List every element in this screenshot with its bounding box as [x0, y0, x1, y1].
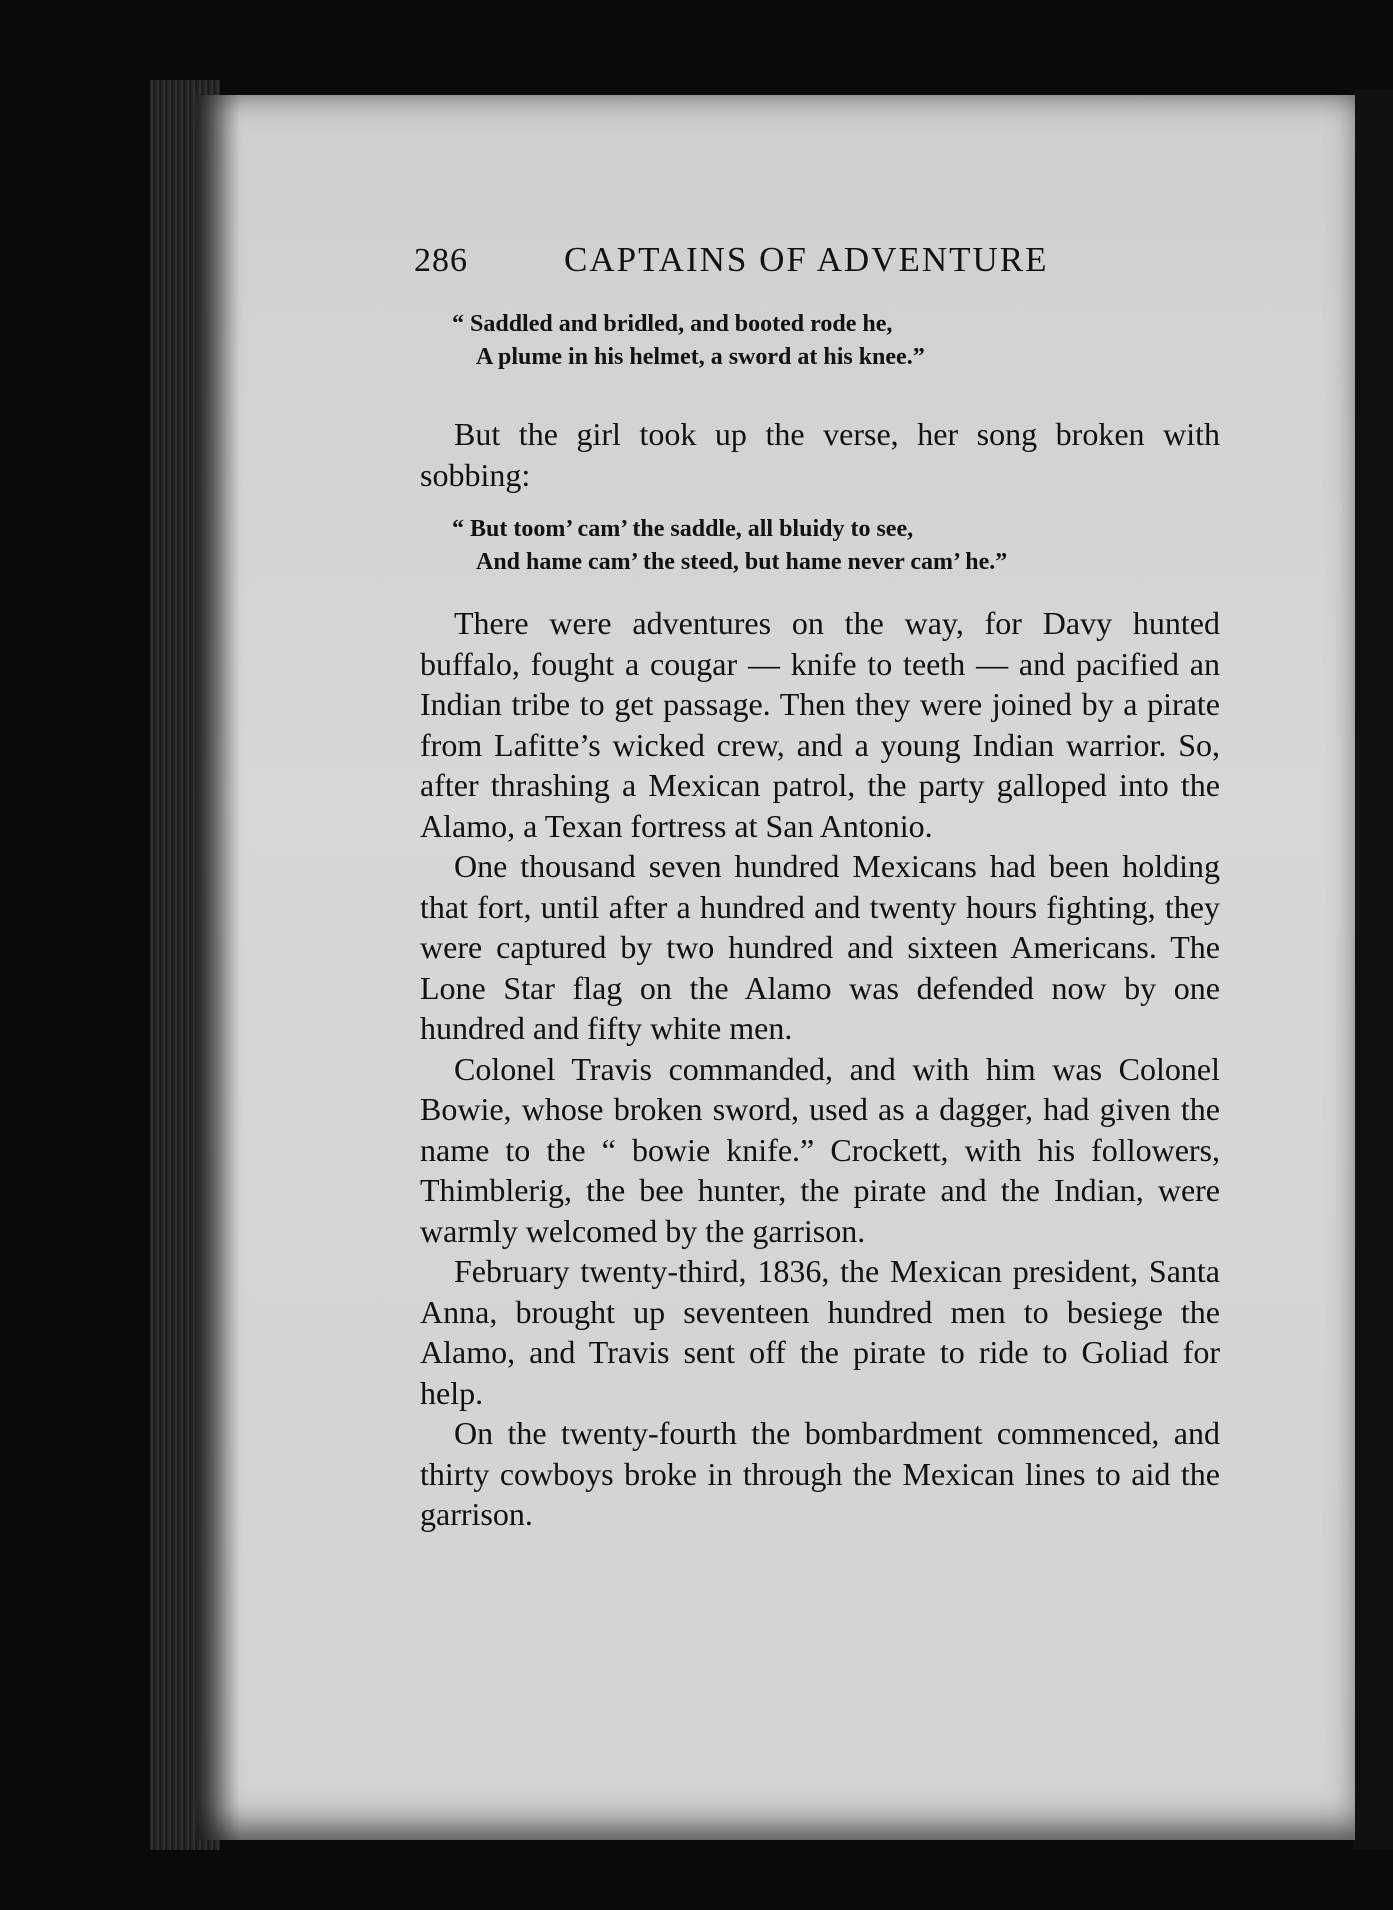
running-head: [414, 240, 1220, 300]
running-head-title: CAPTAINS OF ADVENTURE: [564, 240, 1049, 279]
paragraph: Colonel Travis commanded, and with him was Colonel Bowie, whose broken sword, used as a dagger, had given the name to the “ bowie knife.” Crockett, with his followers, Thimblerig, the bee hunter, the pirate and the Indian, were warmly welcomed by the garrison.: [420, 1050, 1220, 1249]
paragraph: There were adventures on the way, for Davy hunted buffalo, fought a cougar — knife to teeth — and pacified an Indian tribe to get passage. Then they were joined by a pirate from Lafitte’s wicked crew, and a young Indian warrior. So, after thrashing a Mexican patrol, the party galloped into the Alamo, a Texan fortress at San Antonio.: [420, 605, 1220, 844]
binding-shadow: [195, 95, 240, 1840]
verse-quote-one: [420, 308, 1220, 374]
paragraph: One thousand seven hundred Mexicans had been holding that fort, until after a hundred and twenty hours fighting, they were captured by two hundred and sixteen Americans. The Lone Star flag on the Alamo was defended now by one hundred and fifty white men.: [420, 848, 1220, 1046]
book-edge-right: [1353, 90, 1393, 1850]
verse-line: “ But toom’ cam’ the saddle, all bluidy to see,: [452, 516, 914, 542]
page-text-block: [414, 240, 1220, 1535]
verse-line: A plume in his helmet, a sword at his knee.”: [476, 344, 925, 370]
paragraph-intro: But the girl took up the verse, her song broken with sobbing:: [420, 416, 1220, 493]
paragraph: February twenty-third, 1836, the Mexican president, Santa Anna, brought up seventeen hundred men to besiege the Alamo, and Travis sent off the pirate to ride to Goliad for help.: [420, 1253, 1220, 1411]
verse-quote-two: [420, 513, 1220, 579]
page-number: 286: [414, 242, 468, 279]
paragraph: On the twenty-fourth the bombardment commenced, and thirty cowboys broke in through the Mexican lines to aid the garrison.: [420, 1415, 1220, 1532]
verse-line: “ Saddled and bridled, and booted rode he,: [452, 311, 893, 337]
verse-line: And hame cam’ the steed, but hame never cam’ he.”: [476, 549, 1008, 575]
